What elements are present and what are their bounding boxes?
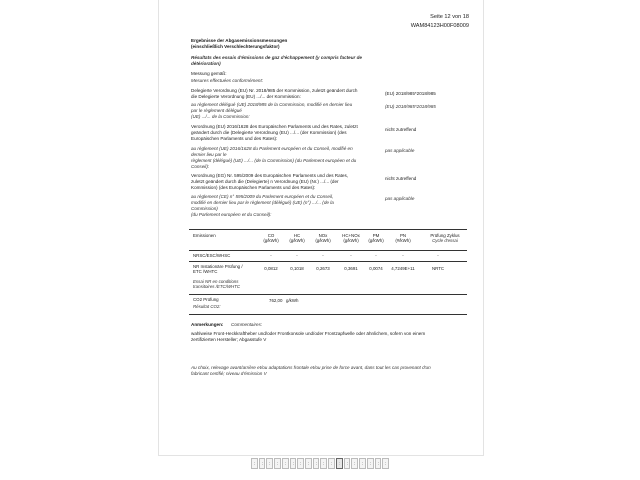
regulation-text: Verordnung (EU) 2016/1628 des Europäischen Parlaments und des Rates, zuletzt: [191, 124, 358, 129]
regulation-value: pas applicable: [385, 148, 415, 153]
table-top-rule: [189, 229, 467, 230]
regulation-text: Conseil):: [191, 164, 210, 169]
regulation-text: die Delegierte Verordnung (EU) .../... der Kommission:: [191, 94, 301, 99]
page-thumbnail[interactable]: [282, 458, 289, 469]
table-cell: 0,1018: [290, 266, 304, 271]
regulation-text: Kommission) (des Europäischen Parlaments und des Rates):: [191, 185, 316, 190]
table-row-rule: [189, 261, 467, 262]
notes-text: wahlweise Front-Heckkraftheber und/oder Frontkonsole und/oder Frontzapfwelle oder ähnlichem, sofern von einem: [191, 331, 426, 336]
table-cell: 0,0812: [264, 266, 278, 271]
regulation-text: (du Parlement européen et du Conseil):: [191, 212, 272, 217]
column-header-pn: PN (#/kWh): [395, 233, 411, 244]
page-thumbnail-current[interactable]: [336, 458, 343, 469]
column-header-cycle: Prüfung Zyklus Cycle d'essai: [430, 233, 460, 244]
table-cell: -: [402, 253, 404, 258]
regulation-text: modifié en dernier lieu par le règlement (délégué) (UE) (n°) .../... (de la: [191, 200, 334, 205]
page-thumbnail[interactable]: [266, 458, 273, 469]
regulation-value: (EU) 2018/985*2018/985: [385, 104, 436, 109]
column-header-nox: NOx (g/kWh): [315, 233, 331, 244]
regulation-text: dernier lieu par le: [191, 152, 227, 157]
column-header-hc: HC (g/kWh): [289, 233, 305, 244]
regulation-text: zuletzt geändert durch die (Delegierte) n Verordnung (EU) (Nr.) .../... (der: [191, 179, 339, 184]
regulation-value: (EU) 2018/985*2018/985: [385, 91, 436, 96]
table-bottom-rule: [189, 314, 467, 315]
regulation-text: Europäischen Parlaments und des Rates):: [191, 136, 278, 141]
row-label-nr-transient-fr: Essai NR en conditions transitoires /ETC/WHTC: [193, 279, 241, 290]
table-cell: -: [375, 253, 377, 258]
co2-label: CO2 Prüfung: [193, 297, 219, 302]
regulation-text: au règlement délégué (UE) 2018/985 de la Commission, modifié en dernier lieu: [191, 102, 353, 107]
regulation-value: nicht zutreffend: [385, 127, 417, 132]
page-number: Seite 12 von 18: [430, 14, 469, 20]
row-label-nrsc: NRSC/ESC/WHSC: [193, 253, 231, 258]
measure-label-fr: Mesures effectuées conformément:: [191, 78, 264, 83]
column-header-co: CO (g/kWh): [263, 233, 279, 244]
table-cell: -: [437, 253, 439, 258]
document-code: WAM84123H00F08009: [410, 23, 469, 29]
column-header-hc-nox: HC+NOx (g/kWh): [342, 233, 360, 244]
title-fr-line: détérioration): [191, 61, 221, 66]
page-thumbnail[interactable]: [344, 458, 351, 469]
regulation-value: pas applicable: [385, 196, 415, 201]
regulation-text: Delegierte Verordnung (EU) Nr. 2018/985 der Kommission, zuletzt geändert durch: [191, 88, 358, 93]
table-cell: 0,2673: [316, 266, 330, 271]
table-header-rule: [189, 250, 467, 251]
regulation-text: au règlement (UE) 2016/1628 du Parlement européen et du Conseil, modifié en: [191, 146, 353, 151]
table-cell: 0,3691: [344, 266, 358, 271]
page-thumbnail[interactable]: [251, 458, 258, 469]
co2-value: 762,00: [269, 298, 283, 303]
page-thumbnail[interactable]: [351, 458, 358, 469]
table-cell: 0,0074: [369, 266, 383, 271]
page-thumbnail[interactable]: [359, 458, 366, 469]
table-cell: -: [270, 253, 272, 258]
table-cell: NRTC: [431, 266, 445, 271]
measure-label: Messung gemäß:: [191, 71, 227, 76]
page-thumbnail[interactable]: [320, 458, 327, 469]
page-thumbnail[interactable]: [274, 458, 281, 469]
notes-text: zertifizierten Hersteller; Abgasstufe V: [191, 337, 267, 342]
regulation-text: au règlement (CE) n° 595/2009 du Parlement européen et du Conseil,: [191, 194, 334, 199]
page-thumbnail[interactable]: [367, 458, 374, 469]
column-header-pm: PM (g/kWh): [368, 233, 384, 244]
page-thumbnail[interactable]: [259, 458, 266, 469]
table-cell: -: [350, 253, 352, 258]
title-line: (einschließlich Verschlechterungsfaktor): [191, 44, 280, 49]
row-label-nr-transient: NR Instationäre Prüfung / ETC /WHTC: [193, 264, 243, 275]
page-thumbnail[interactable]: [297, 458, 304, 469]
notes-heading-fr: Commentaires:: [231, 322, 263, 327]
notes-text-fr: Au choix, relevage avant/arrière et/ou adaptations frontale et/ou prise de force avant, dans tout les cas provenant d'un: [191, 365, 431, 370]
regulation-value: nicht zutreffend: [385, 176, 417, 181]
table-cell: 4,7249E+11: [391, 266, 415, 271]
co2-label-fr: Résultat CO2:: [193, 304, 221, 309]
regulation-text: geändert durch die (Delegierte Verordnung (EU) .../... (der Kommission) (des: [191, 130, 347, 135]
title-line: Ergebnisse der Abgasemissionsmessungen: [191, 38, 288, 43]
page-thumbnail[interactable]: [290, 458, 297, 469]
regulation-text: par le règlement délégué: [191, 108, 242, 113]
notes-text-fr: fabricant certifié; niveau d'émission V: [191, 371, 267, 376]
page-thumbnail[interactable]: [305, 458, 312, 469]
title-fr-line: Résultats des essais d'émissions de gaz d'échappement (y compris facteur de: [191, 55, 362, 60]
page-thumbnail[interactable]: [382, 458, 389, 469]
regulation-text: Commission): [191, 206, 218, 211]
document-page: [158, 0, 484, 456]
co2-unit: g/kWh: [286, 298, 299, 303]
page-thumbnail[interactable]: [375, 458, 382, 469]
page-thumbnail-strip: [251, 458, 389, 469]
page-thumbnail[interactable]: [313, 458, 320, 469]
table-row-rule: [189, 294, 467, 295]
notes-heading: Anmerkungen:: [191, 322, 224, 327]
regulation-text: Verordnung (EG) Nr. 595/2009 des Europäischen Parlaments und des Rates,: [191, 173, 349, 178]
table-cell: -: [296, 253, 298, 258]
regulation-text: règlement (délégué) (UE) .../... (de la Commission) (du Parlement européen et du: [191, 158, 357, 163]
table-header-emissions: Emissionen: [193, 233, 216, 238]
table-cell: -: [322, 253, 324, 258]
regulation-text: (UE) .../... de la Commission:: [191, 114, 250, 119]
page-thumbnail[interactable]: [328, 458, 335, 469]
